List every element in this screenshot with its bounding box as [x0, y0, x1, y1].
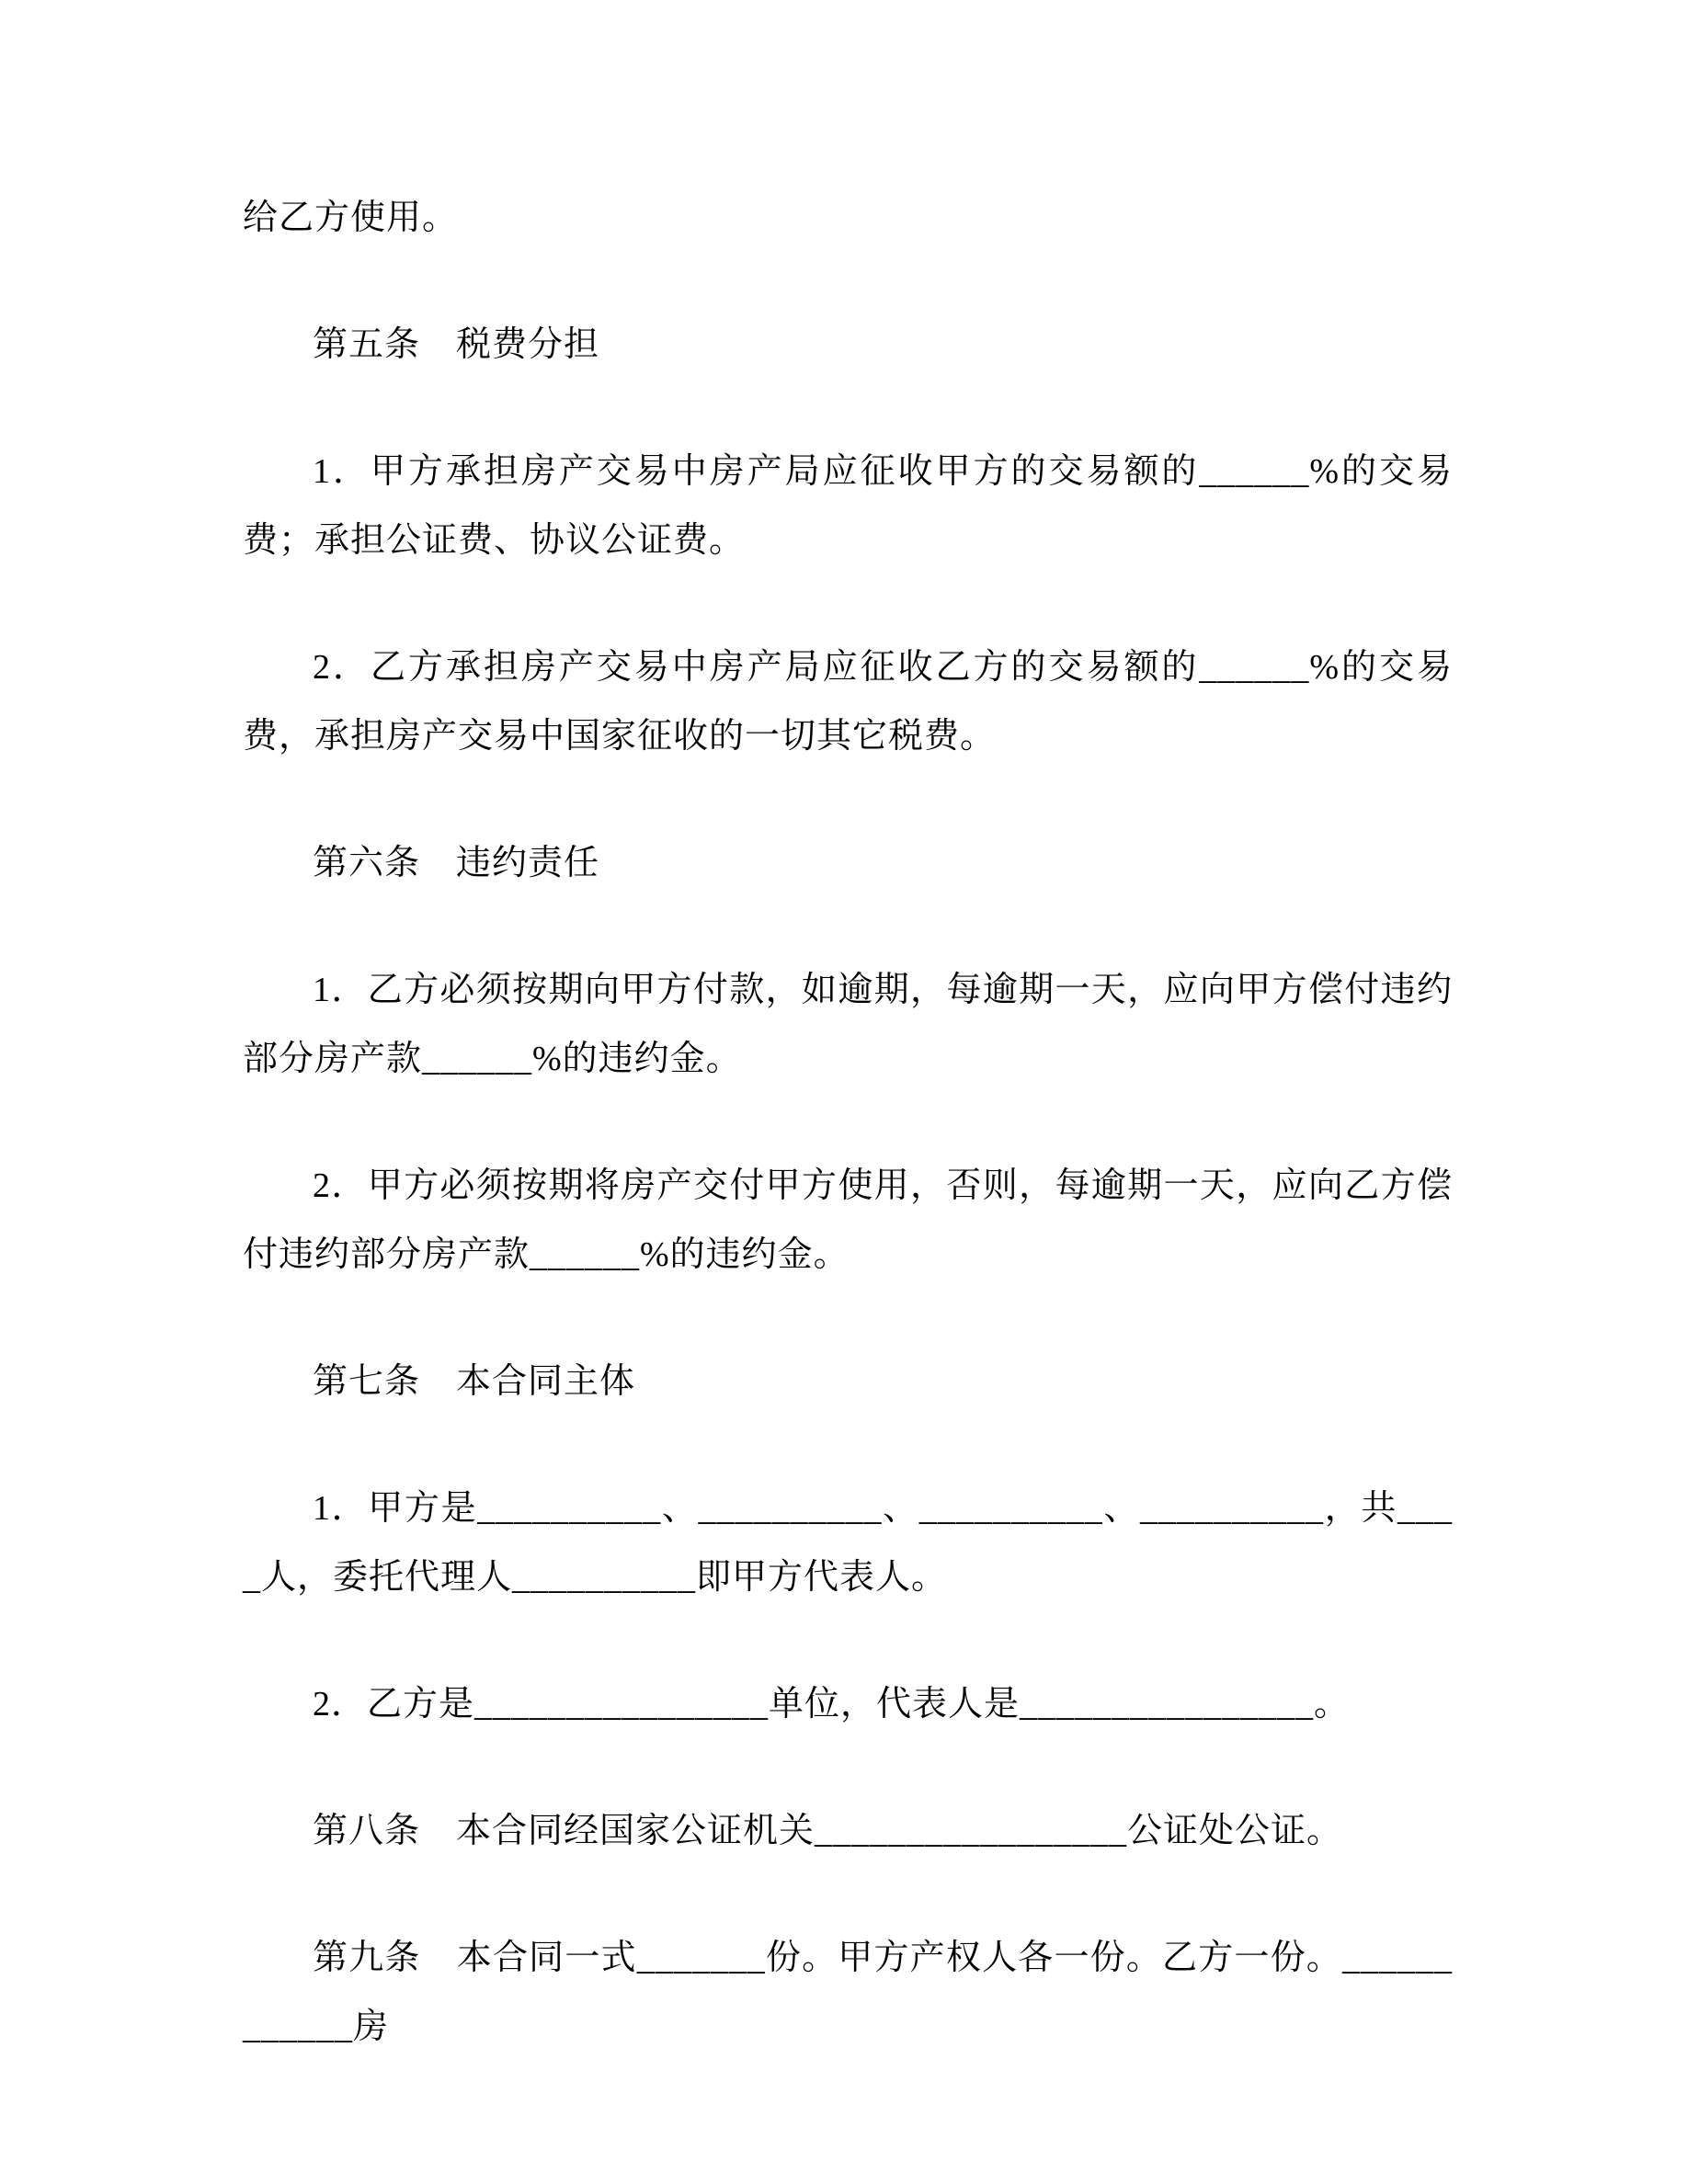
- clause-continuation-text: 给乙方使用。: [243, 199, 459, 237]
- article-8-clause: 第八条 本合同经国家公证机关_________________公证处公证。: [313, 1812, 1343, 1850]
- article-5-item-1: 1．甲方承担房产交易中房产局应征收甲方的交易额的______%的交易费；承担公证费、协议公证费。: [243, 452, 1453, 560]
- article-6-item-1: 1．乙方必须按期向甲方付款，如逾期，每逾期一天，应向甲方偿付违约部分房产款______%的违约金。: [243, 971, 1453, 1078]
- article-6-heading: 第六条 违约责任: [313, 844, 600, 882]
- article-7-heading: 第七条 本合同主体: [313, 1362, 636, 1401]
- article-5-item-2: 2．乙方承担房产交易中房产局应征收乙方的交易额的______%的交易费，承担房产交易中国家征收的一切其它税费。: [243, 648, 1453, 756]
- article-6-item-2: 2．甲方必须按期将房产交付甲方使用，否则，每逾期一天，应向乙方偿付违约部分房产款______%的违约金。: [243, 1166, 1453, 1274]
- article-9-clause: 第九条 本合同一式_______份。甲方产权人各一份。乙方一份。____________房: [243, 1939, 1453, 2046]
- article-7-item-1: 1．甲方是__________、__________、__________、__________，共____人，委托代理人__________即甲方代表人。: [243, 1489, 1453, 1597]
- article-7-item-2: 2．乙方是________________单位，代表人是________________。: [313, 1685, 1351, 1723]
- article-5-heading: 第五条 税费分担: [313, 325, 600, 364]
